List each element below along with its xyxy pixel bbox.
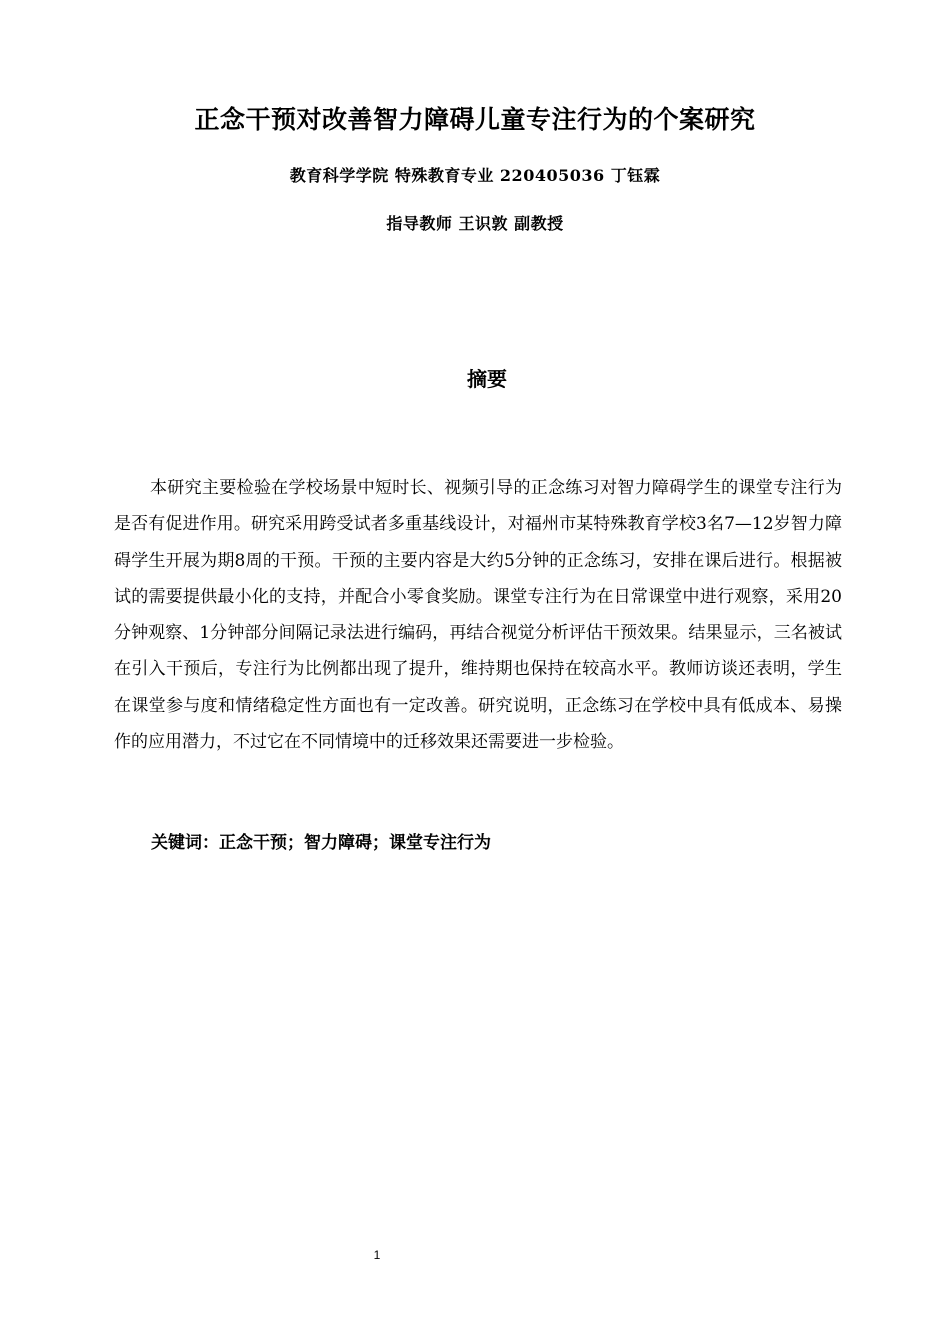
advisor-line: 指导教师 王识敦 副教授 [386,214,564,233]
author-line: 教育科学学院 特殊教育专业 220405036 丁钰霖 [289,166,661,185]
abstract-body: 本研究主要检验在学校场景中短时长、视频引导的正念练习对智力障碍学生的课堂专注行为是否有促进作用。研究采用跨受试者多重基线设计，对福州市某特殊教育学校3名7—12岁智力障碍学生开展为期8周的干预。干预的主要内容是大约5分钟的正念练习，安排在课后进行。根据被试的需要提供最小化的支持，并配合小零食奖励。课堂专注行为在日常课堂中进行观察，采用20分钟观察、1分钟部分间隔记录法进行编码，再结合视觉分析评估干预效果。结果显示，三名被试在引入干预后，专注行为比例都出现了提升，维持期也保持在较高水平。教师访谈还表明，学生在课堂参与度和情绪稳定性方面也有一定改善。研究说明，正念练习在学校中具有低成本、易操作的应用潜力，不过它在不同情境中的迁移效果还需要进一步检验。 [114,478,842,753]
keywords-line: 关键词：正念干预；智力障碍；课堂专注行为 [151,833,491,853]
abstract-heading: 摘要 [467,367,507,391]
page-number: 1 [373,1248,381,1262]
paper-title: 正念干预对改善智力障碍儿童专注行为的个案研究 [194,105,756,134]
